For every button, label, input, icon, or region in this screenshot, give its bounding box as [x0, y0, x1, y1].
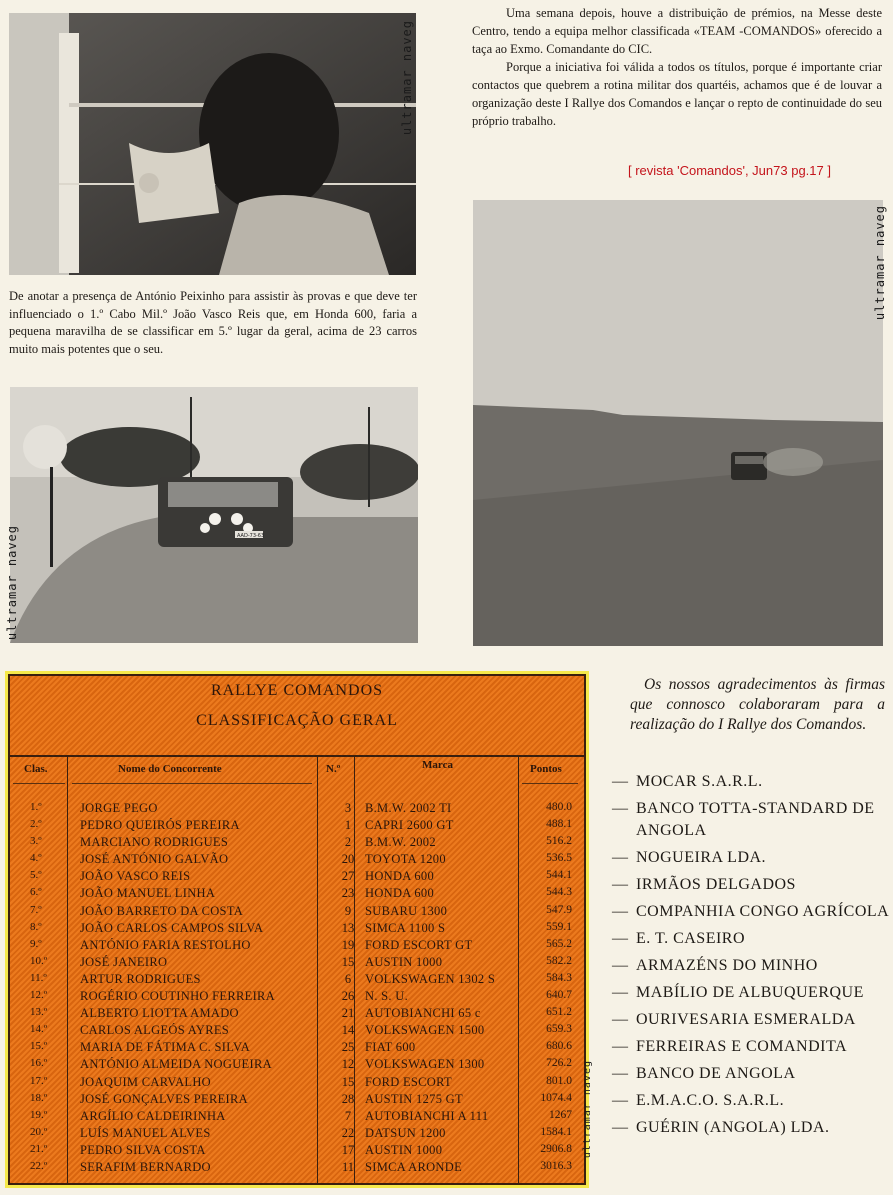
cell-number: 14 — [341, 1023, 355, 1038]
cell-marca: FORD ESCORT GT — [365, 937, 473, 952]
table-row — [10, 886, 584, 903]
cell-pontos: 488.1 — [546, 818, 572, 831]
table-row — [10, 972, 584, 989]
cell-marca: SUBARU 1300 — [365, 903, 448, 918]
cell-marca: HONDA 600 — [365, 886, 435, 901]
watermark: ultramar naveg — [400, 20, 414, 136]
cell-clas: 9.º — [30, 937, 42, 950]
cell-marca: AUTOBIANCHI 65 c — [365, 1006, 481, 1021]
header-rule — [522, 783, 578, 784]
header-rule — [72, 783, 312, 784]
license-plate: AAD-73-63 — [237, 533, 265, 539]
table-row — [10, 869, 584, 886]
watermark: ultramar naveg — [873, 205, 887, 321]
cell-clas: 15.º — [30, 1040, 48, 1053]
table-title: RALLYE COMANDOS — [210, 682, 384, 699]
cell-pontos: 1074.4 — [540, 1091, 572, 1104]
cell-pontos: 2906.8 — [540, 1142, 572, 1155]
photo-caption — [9, 288, 417, 358]
cell-pontos: 559.1 — [546, 920, 572, 933]
cell-pontos: 547.9 — [546, 903, 572, 916]
cell-clas: 1.º — [30, 801, 42, 813]
cell-pontos: 584.3 — [546, 971, 572, 984]
cell-clas: 11.º — [30, 971, 47, 984]
sponsor-item: — BANCO DE ANGOLA — [612, 1063, 892, 1085]
cell-name: JOSÉ JANEIRO — [80, 954, 168, 969]
cell-pontos: 1267 — [549, 1108, 572, 1121]
sponsor-item: — IRMÃOS DELGADOS — [612, 874, 892, 896]
cell-clas: 16.º — [30, 1057, 48, 1070]
cell-clas: 17.º — [30, 1074, 48, 1087]
cell-name: PEDRO QUEIRÓS PEREIRA — [80, 818, 240, 833]
cell-pontos: 536.5 — [546, 852, 572, 865]
table-row — [10, 938, 584, 955]
cell-marca: TOYOTA 1200 — [365, 852, 446, 867]
cell-number: 6 — [344, 971, 352, 986]
cell-name: ANTÓNIO FARIA RESTOLHO — [80, 937, 251, 952]
cell-name: PEDRO SILVA COSTA — [80, 1142, 206, 1157]
cell-name: ROGÉRIO COUTINHO FERREIRA — [80, 989, 275, 1004]
sponsor-list — [612, 771, 892, 1144]
cell-number: 27 — [341, 869, 355, 884]
cell-number: 20 — [341, 852, 355, 867]
cell-marca: CAPRI 2600 GT — [365, 818, 454, 833]
table-row — [10, 1143, 584, 1160]
cell-clas: 20.º — [30, 1125, 48, 1138]
cell-marca: FIAT 600 — [365, 1040, 416, 1055]
cell-marca: HONDA 600 — [365, 869, 435, 884]
table-row — [10, 1057, 584, 1074]
cell-name: JOÃO CARLOS CAMPOS SILVA — [80, 920, 264, 935]
cell-number: 11 — [341, 1159, 355, 1174]
cell-marca: SIMCA 1100 S — [365, 920, 446, 935]
cell-pontos: 680.6 — [546, 1040, 572, 1053]
cell-name: MARIA DE FÁTIMA C. SILVA — [80, 1040, 251, 1055]
table-row — [10, 1160, 584, 1177]
cell-clas: 2.º — [30, 818, 42, 831]
cell-number: 2 — [344, 835, 352, 850]
cell-number: 12 — [341, 1057, 355, 1072]
cell-name: JOSÉ ANTÓNIO GALVÃO — [80, 852, 229, 867]
cell-number: 3 — [344, 801, 352, 815]
cell-marca: B.M.W. 2002 — [365, 835, 436, 850]
cell-marca: N. S. U. — [365, 989, 409, 1004]
cell-marca: B.M.W. 2002 TI — [365, 801, 452, 815]
table-row — [10, 835, 584, 852]
car-interior-illustration — [9, 13, 416, 275]
table-rows — [10, 801, 584, 1177]
cell-name: ALBERTO LIOTTA AMADO — [80, 1006, 239, 1021]
cell-clas: 4.º — [30, 852, 42, 865]
cell-clas: 18.º — [30, 1091, 48, 1104]
header-clas: Clas. — [24, 763, 48, 775]
cell-clas: 5.º — [30, 869, 42, 882]
cell-marca: SIMCA ARONDE — [365, 1159, 463, 1174]
header-pontos: Pontos — [530, 763, 562, 775]
table-row — [10, 1092, 584, 1109]
cell-clas: 6.º — [30, 886, 42, 899]
table-row — [10, 1006, 584, 1023]
cell-number: 1 — [344, 818, 352, 833]
article-paragraph: Porque a iniciativa foi válida a todos os títulos, porque é importante criar contactos que quebrem a rotina militar dos quartéis, achamos que é de louvar a organização deste I Rallye dos Comandos e lançar o repto de continuidade do seu próprio trabalho. — [472, 60, 882, 128]
cell-name: ARGÍLIO CALDEIRINHA — [80, 1108, 226, 1123]
sponsor-item: — MOCAR S.A.R.L. — [612, 771, 892, 793]
cell-pontos: 516.2 — [546, 835, 572, 848]
cell-pontos: 651.2 — [546, 1006, 572, 1019]
table-subtitle: CLASSIFICAÇÃO GERAL — [196, 712, 398, 729]
cell-number: 22 — [341, 1125, 355, 1140]
cell-marca: AUSTIN 1275 GT — [365, 1091, 463, 1106]
cell-pontos: 659.3 — [546, 1023, 572, 1036]
sponsor-item: — E. T. CASEIRO — [612, 928, 892, 950]
results-table — [5, 671, 589, 1188]
cell-clas: 7.º — [30, 903, 42, 916]
cell-pontos: 726.2 — [546, 1057, 572, 1070]
cell-number: 23 — [341, 886, 355, 901]
cell-name: ANTÓNIO ALMEIDA NOGUEIRA — [80, 1057, 272, 1072]
sponsor-item: — GUÉRIN (ANGOLA) LDA. — [612, 1117, 892, 1139]
header-marca: Marca — [422, 759, 453, 771]
thanks-text: Os nossos agradecimentos às firmas que connosco colaboraram para a realização do I Rallye dos Comandos. — [630, 676, 885, 733]
table-row — [10, 1126, 584, 1143]
cell-clas: 14.º — [30, 1023, 48, 1036]
photo-bmw-road — [10, 387, 418, 643]
table-row — [10, 904, 584, 921]
cell-clas: 13.º — [30, 1006, 48, 1019]
cell-number: 19 — [341, 937, 355, 952]
thanks-note — [630, 675, 885, 735]
cell-pontos: 1584.1 — [540, 1125, 572, 1138]
cell-name: SERAFIM BERNARDO — [80, 1159, 211, 1174]
cell-pontos: 640.7 — [546, 989, 572, 1002]
source-credit: [ revista 'Comandos', Jun73 pg.17 ] — [628, 163, 831, 178]
table-row — [10, 955, 584, 972]
cell-number: 15 — [341, 954, 355, 969]
cell-name: MARCIANO RODRIGUES — [80, 835, 229, 850]
cell-number: 26 — [341, 989, 355, 1004]
sponsor-item: — OURIVESARIA ESMERALDA — [612, 1009, 892, 1031]
cell-clas: 21.º — [30, 1142, 48, 1155]
table-row — [10, 989, 584, 1006]
photo-car-interior — [9, 13, 416, 275]
article-paragraph: Uma semana depois, houve a distribuição de prémios, na Messe deste Centro, tendo a equipa melhor classificada «TEAM -COMANDOS» oferecido a taça ao Exmo. Comandante do CIC. — [472, 6, 882, 56]
cell-name: JOAQUIM CARVALHO — [80, 1074, 212, 1089]
watermark: ultramar naveg — [5, 525, 19, 641]
cell-name: CARLOS ALGEÓS AYRES — [80, 1023, 230, 1038]
cell-clas: 19.º — [30, 1108, 48, 1121]
table-row — [10, 801, 584, 818]
cell-clas: 22.º — [30, 1159, 48, 1172]
header-rule — [13, 783, 65, 784]
cell-pontos: 3016.3 — [540, 1159, 572, 1172]
cell-name: JOÃO MANUEL LINHA — [80, 886, 216, 901]
header-number: N.º — [326, 763, 341, 775]
sponsor-item: — ARMAZÉNS DO MINHO — [612, 955, 892, 977]
cell-number: 28 — [341, 1091, 355, 1106]
sponsor-item: — COMPANHIA CONGO AGRÍCOLA — [612, 901, 892, 923]
photo-dirt-track — [473, 200, 883, 646]
table-row — [10, 1023, 584, 1040]
cell-number: 21 — [341, 1006, 355, 1021]
cell-name: JORGE PEGO — [80, 801, 158, 815]
cell-marca: VOLKSWAGEN 1302 S — [365, 971, 496, 986]
table-row — [10, 1075, 584, 1092]
table-row — [10, 1109, 584, 1126]
sponsor-item: — BANCO TOTTA-STANDARD DE ANGOLA — [612, 798, 892, 842]
cell-pontos: 801.0 — [546, 1074, 572, 1087]
cell-number: 15 — [341, 1074, 355, 1089]
cell-clas: 8.º — [30, 920, 42, 933]
cell-number: 13 — [341, 920, 355, 935]
cell-name: JOÃO BARRETO DA COSTA — [80, 903, 244, 918]
table-row — [10, 1040, 584, 1057]
cell-clas: 10.º — [30, 954, 48, 967]
cell-marca: VOLKSWAGEN 1500 — [365, 1023, 485, 1038]
cell-name: JOSÉ GONÇALVES PEREIRA — [80, 1091, 248, 1106]
cell-number: 17 — [341, 1142, 355, 1157]
cell-pontos: 565.2 — [546, 937, 572, 950]
table-row — [10, 852, 584, 869]
cell-pontos: 544.1 — [546, 869, 572, 882]
sponsor-item: — E.M.A.C.O. S.A.R.L. — [612, 1090, 892, 1112]
table-row — [10, 921, 584, 938]
cell-number: 7 — [344, 1108, 352, 1123]
results-table-box — [8, 674, 586, 1185]
header-name: Nome do Concorrente — [118, 763, 222, 775]
cell-marca: AUTOBIANCHI A 111 — [365, 1108, 489, 1123]
sponsor-item: — NOGUEIRA LDA. — [612, 847, 892, 869]
bmw-road-illustration — [10, 387, 418, 643]
watermark: ultramar naveg — [582, 1060, 593, 1159]
dirt-track-illustration — [473, 200, 883, 646]
cell-marca: FORD ESCORT — [365, 1074, 452, 1089]
table-row — [10, 818, 584, 835]
cell-marca: AUSTIN 1000 — [365, 1142, 443, 1157]
sponsor-item: — MABÍLIO DE ALBUQUERQUE — [612, 982, 892, 1004]
article-text — [472, 4, 882, 130]
caption-text: De anotar a presença de António Peixinho para assistir às provas e que deve ter influenciado o 1.º Cabo Mil.º João Vasco Reis que, em Honda 600, faria a pequena maravilha de se classificar em 5.º lugar da geral, acima de 23 carros muito mais potentes que o seu. — [9, 289, 417, 356]
sponsor-item: — FERREIRAS E COMANDITA — [612, 1036, 892, 1058]
cell-marca: AUSTIN 1000 — [365, 954, 443, 969]
cell-pontos: 480.0 — [546, 801, 572, 813]
cell-clas: 3.º — [30, 835, 42, 848]
cell-number: 25 — [341, 1040, 355, 1055]
table-grid — [10, 755, 584, 1183]
cell-pontos: 582.2 — [546, 954, 572, 967]
cell-pontos: 544.3 — [546, 886, 572, 899]
cell-number: 9 — [344, 903, 352, 918]
cell-name: ARTUR RODRIGUES — [80, 971, 201, 986]
cell-name: JOÃO VASCO REIS — [80, 869, 191, 884]
cell-marca: VOLKSWAGEN 1300 — [365, 1057, 485, 1072]
cell-name: LUÍS MANUEL ALVES — [80, 1125, 211, 1140]
cell-clas: 12.º — [30, 989, 48, 1002]
cell-marca: DATSUN 1200 — [365, 1125, 446, 1140]
